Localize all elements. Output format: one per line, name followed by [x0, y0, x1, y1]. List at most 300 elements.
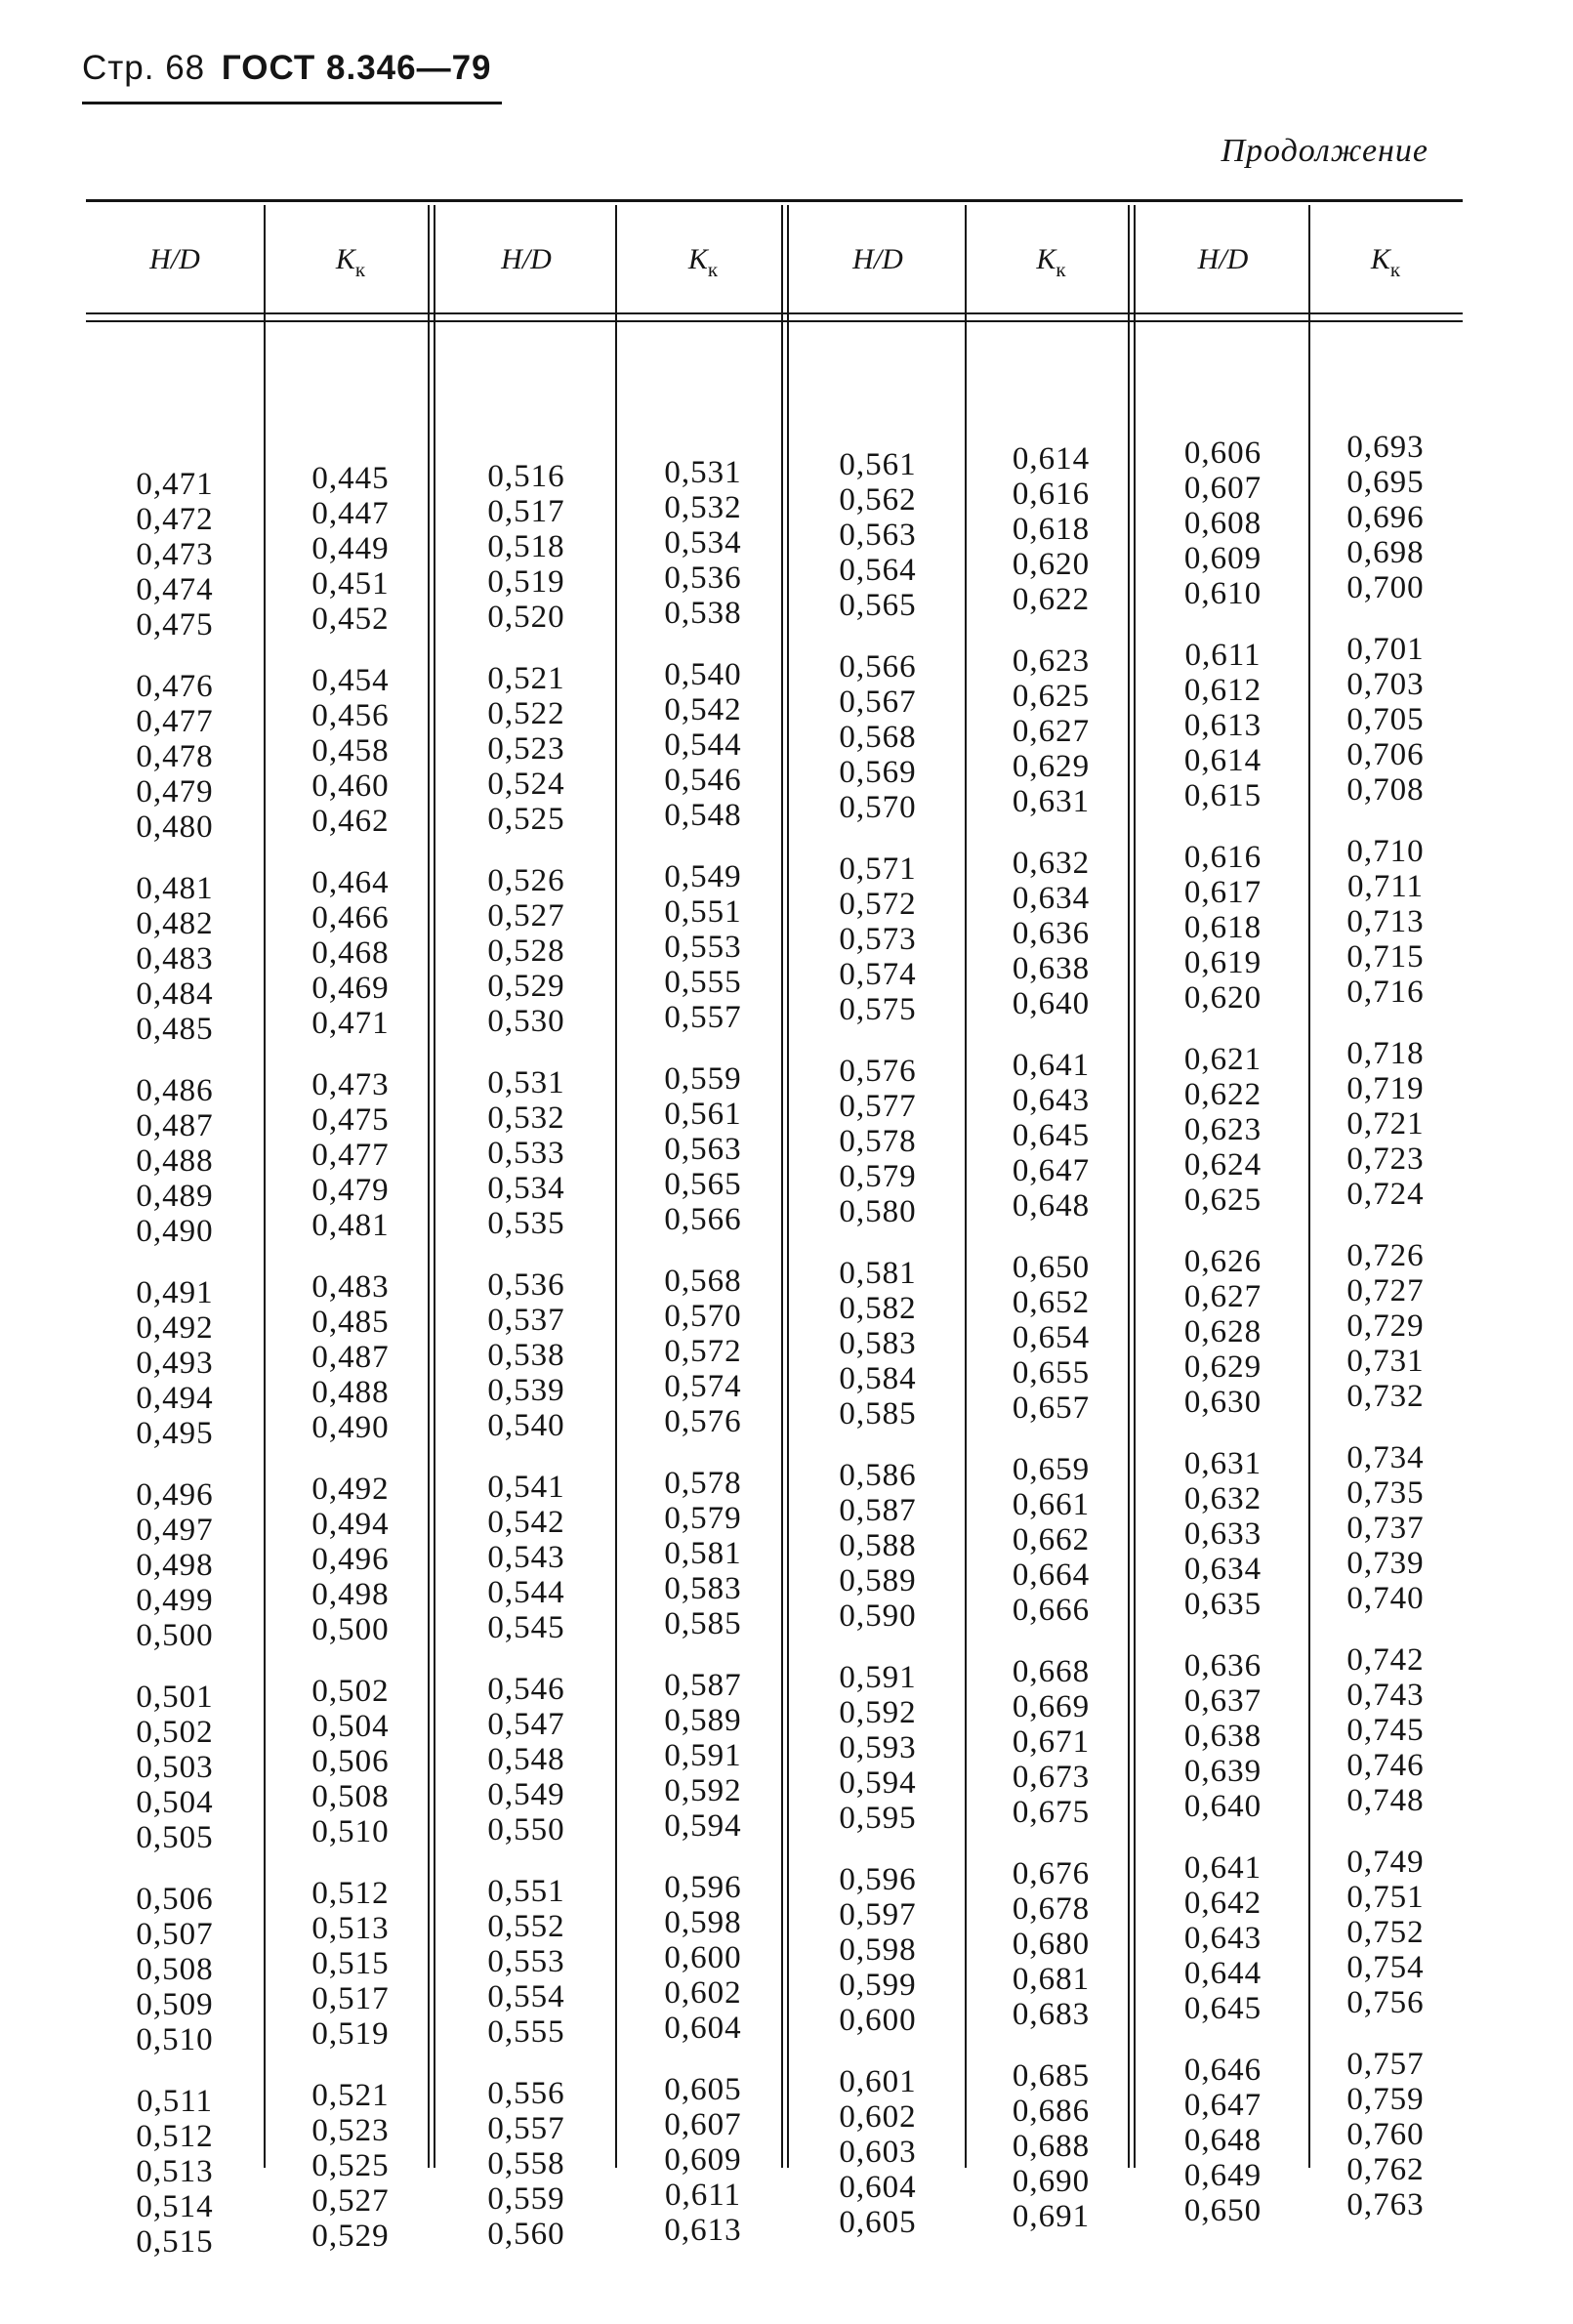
table-cell: 0,584: [839, 1361, 917, 1396]
column-header: [86, 205, 264, 314]
table-cell: 0,445: [311, 461, 390, 496]
table-cell: 0,538: [487, 1338, 565, 1373]
table-cell: 0,600: [664, 1940, 742, 1975]
table-cell: 0,481: [311, 1208, 390, 1243]
table-cell: 0,602: [839, 2099, 917, 2135]
table-cell: 0,559: [664, 1061, 742, 1097]
table-cell: 0,616: [1183, 840, 1263, 875]
table-cell: 0,485: [136, 1012, 214, 1047]
table-cell: 0,549: [664, 859, 742, 894]
table-cell: 0,551: [487, 1874, 565, 1909]
table-cell: 0,476: [136, 669, 214, 704]
table-cell: 0,485: [311, 1305, 390, 1340]
table-cell: 0,639: [1183, 1754, 1263, 1789]
table-cell: 0,609: [664, 2142, 742, 2178]
table-cell: 0,645: [1012, 1118, 1091, 1153]
table-cell: 0,627: [1183, 1279, 1263, 1314]
table-cell: 0,536: [664, 560, 742, 596]
table-cell: 0,528: [487, 934, 565, 969]
table-cell: 0,609: [1183, 541, 1263, 576]
table-cell: 0,518: [487, 529, 565, 564]
table-cell: 0,500: [311, 1612, 390, 1647]
table-cell: 0,548: [664, 798, 742, 833]
table-cell: 0,700: [1346, 570, 1425, 605]
table-cell: 0,546: [664, 763, 742, 798]
table-cell: 0,631: [1183, 1446, 1263, 1481]
table-cell: 0,494: [136, 1381, 214, 1416]
row-group: [86, 1073, 264, 1249]
table-cell: 0,664: [1012, 1557, 1091, 1593]
row-group: [615, 1668, 791, 1844]
table-cell: 0,613: [1183, 708, 1263, 743]
table-cell: 0,762: [1346, 2152, 1425, 2187]
table-cell: 0,546: [487, 1672, 565, 1707]
table-cell: 0,642: [1183, 1886, 1263, 1921]
row-group: [437, 1874, 615, 2050]
table-cell: 0,641: [1012, 1048, 1091, 1083]
table-cell: 0,488: [136, 1143, 214, 1179]
table-cell: 0,751: [1346, 1880, 1425, 1915]
table-cell: 0,535: [487, 1206, 565, 1241]
table-cell: 0,527: [487, 898, 565, 934]
table-cell: 0,595: [839, 1801, 917, 1836]
table-cell: 0,727: [1346, 1273, 1425, 1308]
table-cell: 0,524: [487, 767, 565, 802]
table-cell: 0,554: [487, 1979, 565, 2014]
row-group: [264, 1674, 437, 1849]
table-cell: 0,604: [839, 2170, 917, 2205]
table-cell: 0,474: [136, 572, 214, 607]
table-cell: 0,454: [311, 663, 390, 698]
table-cell: 0,568: [664, 1264, 742, 1299]
table-cell: 0,511: [136, 2084, 214, 2119]
table-cell: 0,570: [839, 790, 917, 825]
table-cell: 0,723: [1346, 1141, 1425, 1177]
row-group: [965, 1654, 1138, 1830]
table-cell: 0,464: [311, 865, 390, 900]
table-cell: 0,504: [136, 1785, 214, 1820]
table-cell: 0,462: [311, 804, 390, 839]
row-group: [1308, 1642, 1463, 1818]
table-cell: 0,621: [1183, 1042, 1263, 1077]
table-cell: 0,637: [1183, 1683, 1263, 1719]
table-cell: 0,631: [1012, 784, 1091, 819]
table-cell: 0,483: [136, 941, 214, 976]
row-group: [965, 1452, 1138, 1628]
table-cell: 0,547: [487, 1707, 565, 1742]
table-cell: 0,650: [1183, 2193, 1263, 2228]
table-cell: 0,581: [664, 1536, 742, 1571]
table-cell: 0,622: [1012, 582, 1091, 617]
table-cell: 0,529: [311, 2219, 390, 2254]
table-cell: 0,566: [664, 1202, 742, 1237]
table-cell: 0,613: [664, 2213, 742, 2248]
column-header-label: H/D: [501, 243, 552, 275]
table-cell: 0,513: [136, 2154, 214, 2189]
table-cell: 0,633: [1183, 1516, 1263, 1552]
row-group: [615, 1264, 791, 1439]
table-cell: 0,597: [839, 1897, 917, 1932]
row-group: [437, 1065, 615, 1241]
table-cell: 0,630: [1183, 1385, 1263, 1420]
table-cell: 0,737: [1346, 1511, 1425, 1546]
column-header: [264, 205, 437, 314]
table-cell: 0,585: [664, 1606, 742, 1641]
table-cell: 0,537: [487, 1303, 565, 1338]
table-cell: 0,635: [1183, 1587, 1263, 1622]
table-cell: 0,540: [487, 1408, 565, 1443]
table-cell: 0,721: [1346, 1106, 1425, 1141]
row-group: [437, 1267, 615, 1443]
table-cell: 0,561: [664, 1097, 742, 1132]
table-cell: 0,515: [311, 1946, 390, 1981]
table-cell: 0,522: [487, 696, 565, 731]
table-cell: 0,640: [1012, 986, 1091, 1021]
table-cell: 0,645: [1183, 1991, 1263, 2026]
table-cell: 0,625: [1183, 1183, 1263, 1218]
table-cell: 0,502: [311, 1674, 390, 1709]
column-header-label: K: [1370, 243, 1390, 275]
table-cell: 0,542: [487, 1505, 565, 1540]
table-cell: 0,572: [839, 887, 917, 922]
table-cell: 0,560: [487, 2217, 565, 2252]
row-group: [1308, 632, 1463, 808]
table-cell: 0,496: [136, 1477, 214, 1513]
row-group: [86, 2084, 264, 2260]
table-cell: 0,671: [1012, 1724, 1091, 1760]
row-group: [1138, 436, 1308, 611]
table-cell: 0,634: [1012, 881, 1091, 916]
table-cell: 0,632: [1012, 846, 1091, 881]
table-cell: 0,641: [1183, 1850, 1263, 1886]
row-group: [615, 2072, 791, 2248]
table-cell: 0,652: [1012, 1285, 1091, 1320]
row-group: [965, 846, 1138, 1021]
table-cell: 0,561: [839, 447, 917, 482]
row-group: [1138, 1042, 1308, 1218]
table-cell: 0,587: [664, 1668, 742, 1703]
continuation-label: Продолжение: [1221, 133, 1428, 169]
table-cell: 0,648: [1183, 2123, 1263, 2158]
table-cell: 0,502: [136, 1715, 214, 1750]
table-cell: 0,562: [839, 482, 917, 518]
table-cell: 0,558: [487, 2146, 565, 2181]
table-cell: 0,643: [1183, 1921, 1263, 1956]
page-header: [82, 49, 492, 88]
table-cell: 0,568: [839, 720, 917, 755]
row-group: [1138, 638, 1308, 813]
table-cell: 0,513: [311, 1911, 390, 1946]
row-group: [1138, 1648, 1308, 1824]
row-group: [86, 1477, 264, 1653]
row-group: [615, 1466, 791, 1641]
table-column: [965, 205, 1138, 2261]
table-cell: 0,526: [487, 863, 565, 898]
table-cell: 0,603: [839, 2135, 917, 2170]
row-group: [86, 1275, 264, 1451]
table-cell: 0,618: [1012, 512, 1091, 547]
table-cell: 0,565: [664, 1167, 742, 1202]
table-cell: 0,745: [1346, 1713, 1425, 1748]
table-cell: 0,693: [1346, 430, 1425, 465]
table-cell: 0,539: [487, 1373, 565, 1408]
row-group: [264, 2078, 437, 2254]
table-cell: 0,626: [1183, 1244, 1263, 1279]
row-group: [264, 1067, 437, 1243]
row-group: [791, 649, 965, 825]
page-number: Стр. 68: [82, 49, 206, 87]
table-cell: 0,563: [839, 518, 917, 553]
column-header: [965, 205, 1138, 314]
table-cell: 0,557: [664, 1000, 742, 1035]
table-cell: 0,710: [1346, 834, 1425, 869]
row-group: [965, 1250, 1138, 1426]
table-cell: 0,608: [1183, 506, 1263, 541]
row-group: [86, 669, 264, 845]
table-cell: 0,451: [311, 566, 390, 602]
table-cell: 0,732: [1346, 1379, 1425, 1414]
table-cell: 0,514: [136, 2189, 214, 2224]
table-cell: 0,521: [487, 661, 565, 696]
table-cell: 0,563: [664, 1132, 742, 1167]
table-cell: 0,591: [664, 1738, 742, 1773]
table-cell: 0,735: [1346, 1475, 1425, 1511]
table-cell: 0,506: [311, 1744, 390, 1779]
table-cell: 0,594: [839, 1765, 917, 1801]
row-group: [437, 1470, 615, 1645]
table-cell: 0,475: [136, 607, 214, 643]
row-group: [86, 871, 264, 1047]
table-cell: 0,538: [664, 596, 742, 631]
table-cell: 0,571: [839, 851, 917, 887]
table-cell: 0,688: [1012, 2129, 1091, 2164]
table-cell: 0,523: [487, 731, 565, 767]
table-cell: 0,567: [839, 685, 917, 720]
table-cell: 0,555: [664, 965, 742, 1000]
table-cell: 0,533: [487, 1136, 565, 1171]
row-group: [1138, 1446, 1308, 1622]
table-cell: 0,472: [136, 502, 214, 537]
table-cell: 0,532: [487, 1100, 565, 1136]
table-cell: 0,588: [839, 1528, 917, 1563]
table-cell: 0,490: [311, 1410, 390, 1445]
table-cell: 0,655: [1012, 1355, 1091, 1390]
table-cell: 0,602: [664, 1975, 742, 2011]
row-group: [437, 1672, 615, 1847]
table-cell: 0,629: [1183, 1349, 1263, 1385]
table-cell: 0,493: [136, 1346, 214, 1381]
table-cell: 0,662: [1012, 1522, 1091, 1557]
table-cell: 0,592: [664, 1773, 742, 1808]
row-group: [264, 461, 437, 637]
table-cell: 0,583: [839, 1326, 917, 1361]
table-cell: 0,516: [487, 459, 565, 494]
table-cell: 0,572: [664, 1334, 742, 1369]
table-cell: 0,610: [1183, 576, 1263, 611]
row-group: [1308, 2047, 1463, 2222]
table-column: [264, 205, 437, 2280]
column-header: [615, 205, 791, 314]
table-cell: 0,525: [487, 802, 565, 837]
row-group: [965, 1048, 1138, 1224]
table-cell: 0,504: [311, 1709, 390, 1744]
table-cell: 0,492: [311, 1472, 390, 1507]
table-cell: 0,596: [664, 1870, 742, 1905]
table-cell: 0,534: [487, 1171, 565, 1206]
table-cell: 0,496: [311, 1542, 390, 1577]
table-cell: 0,505: [136, 1820, 214, 1855]
table-cell: 0,668: [1012, 1654, 1091, 1689]
table-cell: 0,520: [487, 600, 565, 635]
table-cell: 0,587: [839, 1493, 917, 1528]
table-cell: 0,477: [311, 1138, 390, 1173]
table-cell: 0,580: [839, 1194, 917, 1229]
row-group: [1308, 1845, 1463, 2020]
table-cell: 0,517: [487, 494, 565, 529]
table-cell: 0,456: [311, 698, 390, 733]
table-cell: 0,585: [839, 1396, 917, 1432]
table-cell: 0,683: [1012, 1997, 1091, 2032]
table-cell: 0,512: [136, 2119, 214, 2154]
table-cell: 0,469: [311, 971, 390, 1006]
table-column: [86, 205, 264, 2286]
table-cell: 0,607: [664, 2107, 742, 2142]
table-cell: 0,557: [487, 2111, 565, 2146]
table-cell: 0,495: [136, 1416, 214, 1451]
table-cell: 0,589: [839, 1563, 917, 1598]
table-cell: 0,475: [311, 1102, 390, 1138]
table-cell: 0,734: [1346, 1440, 1425, 1475]
column-header-label: H/D: [852, 243, 903, 275]
table-cell: 0,498: [136, 1548, 214, 1583]
table-cell: 0,471: [136, 467, 214, 502]
table-cell: 0,479: [136, 774, 214, 809]
table-cell: 0,480: [136, 809, 214, 845]
table-cell: 0,532: [664, 490, 742, 525]
table-cell: 0,510: [311, 1814, 390, 1849]
row-group: [86, 1680, 264, 1855]
table-cell: 0,598: [664, 1905, 742, 1940]
table-cell: 0,576: [664, 1404, 742, 1439]
table-cell: 0,507: [136, 1917, 214, 1952]
table-cell: 0,647: [1183, 2088, 1263, 2123]
table-cell: 0,605: [664, 2072, 742, 2107]
row-group: [86, 467, 264, 643]
table-cell: 0,501: [136, 1680, 214, 1715]
table-cell: 0,657: [1012, 1390, 1091, 1426]
row-group: [965, 441, 1138, 617]
table-cell: 0,529: [487, 969, 565, 1004]
table-cell: 0,612: [1183, 673, 1263, 708]
table-cell: 0,690: [1012, 2164, 1091, 2199]
column-header-label: K: [335, 243, 355, 275]
table-cell: 0,649: [1183, 2158, 1263, 2193]
table-cell: 0,629: [1012, 749, 1091, 784]
table-cell: 0,497: [136, 1513, 214, 1548]
table-cell: 0,583: [664, 1571, 742, 1606]
table-cell: 0,575: [839, 992, 917, 1027]
table-cell: 0,510: [136, 2022, 214, 2057]
row-group: [1308, 1440, 1463, 1616]
row-group: [791, 1054, 965, 1229]
table-cell: 0,611: [664, 2178, 742, 2213]
table-cell: 0,618: [1183, 910, 1263, 945]
row-group: [615, 657, 791, 833]
table-cell: 0,586: [839, 1458, 917, 1493]
table-cell: 0,576: [839, 1054, 917, 1089]
row-group: [264, 1876, 437, 2052]
table-cell: 0,598: [839, 1932, 917, 1968]
table-cell: 0,579: [664, 1501, 742, 1536]
table-cell: 0,574: [664, 1369, 742, 1404]
table-top-rule: [86, 199, 1463, 202]
table-cell: 0,490: [136, 1214, 214, 1249]
table-cell: 0,543: [487, 1540, 565, 1575]
table-cell: 0,644: [1183, 1956, 1263, 1991]
table-cell: 0,531: [487, 1065, 565, 1100]
row-group: [1308, 1238, 1463, 1414]
row-group: [1308, 1036, 1463, 1212]
table-cell: 0,691: [1012, 2199, 1091, 2234]
table-cell: 0,760: [1346, 2117, 1425, 2152]
table-cell: 0,604: [664, 2011, 742, 2046]
row-group: [1138, 2053, 1308, 2228]
table-cell: 0,729: [1346, 1308, 1425, 1344]
row-group: [615, 1061, 791, 1237]
table-cell: 0,620: [1012, 547, 1091, 582]
table-cell: 0,486: [136, 1073, 214, 1108]
table-column: [615, 205, 791, 2274]
table-cell: 0,574: [839, 957, 917, 992]
row-group: [791, 1660, 965, 1836]
table-cell: 0,482: [136, 906, 214, 941]
table-cell: 0,596: [839, 1862, 917, 1897]
row-group: [1138, 1244, 1308, 1420]
table-cell: 0,577: [839, 1089, 917, 1124]
row-group: [791, 1458, 965, 1634]
table-cell: 0,579: [839, 1159, 917, 1194]
table-cell: 0,620: [1183, 980, 1263, 1016]
table-cell: 0,548: [487, 1742, 565, 1777]
table-cell: 0,739: [1346, 1546, 1425, 1581]
column-header-subscript: к: [1389, 258, 1401, 281]
table-cell: 0,589: [664, 1703, 742, 1738]
table-cell: 0,623: [1183, 1112, 1263, 1147]
table-cell: 0,515: [136, 2224, 214, 2260]
table-cell: 0,643: [1012, 1083, 1091, 1118]
table-cell: 0,559: [487, 2181, 565, 2217]
table-cell: 0,471: [311, 1006, 390, 1041]
row-group: [791, 1256, 965, 1432]
table-column: [437, 205, 615, 2278]
table-cell: 0,478: [136, 739, 214, 774]
row-group: [965, 1856, 1138, 2032]
row-group: [791, 1862, 965, 2038]
row-group: [791, 2064, 965, 2240]
table-cell: 0,607: [1183, 471, 1263, 506]
table-cell: 0,601: [839, 2064, 917, 2099]
table-cell: 0,578: [664, 1466, 742, 1501]
table-cell: 0,757: [1346, 2047, 1425, 2082]
table-cell: 0,527: [311, 2183, 390, 2219]
table-cell: 0,544: [664, 727, 742, 763]
table-cell: 0,521: [311, 2078, 390, 2113]
table-cell: 0,556: [487, 2076, 565, 2111]
table-column: [1308, 205, 1463, 2249]
row-group: [264, 865, 437, 1041]
table-cell: 0,519: [487, 564, 565, 600]
table-cell: 0,468: [311, 935, 390, 971]
